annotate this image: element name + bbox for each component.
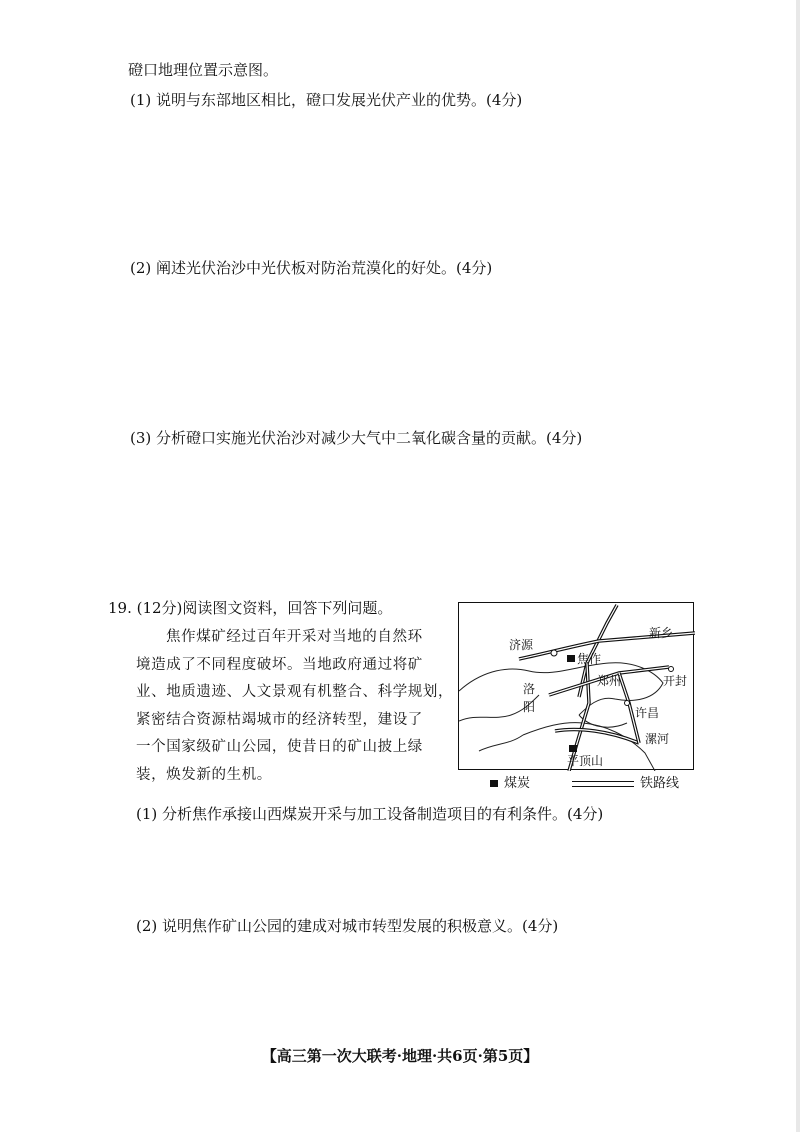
label-zhengzhou: 郑州 (597, 674, 622, 688)
city-point-kaifeng (669, 667, 674, 672)
material-line: 紧密结合资源枯竭城市的经济转型，建设了 (136, 711, 423, 728)
intro-caption: 磴口地理位置示意图。 (128, 61, 279, 79)
material-line: 焦作煤矿经过百年开采对当地的自然环 (166, 629, 423, 645)
map-drawing (459, 603, 695, 771)
label-luoyang-1: 洛 (523, 682, 536, 696)
coal-marker-pingdingshan (569, 745, 577, 752)
material-line: 业、地质遗迹、人文景观有机整合、科学规划， (136, 684, 454, 700)
legend-coal-label: 煤炭 (504, 776, 531, 791)
material-line: 境造成了不同程度破坏。当地政府通过将矿 (136, 656, 423, 673)
coal-legend-icon (490, 780, 498, 787)
material-line: 装，焕发新的生机。 (136, 766, 272, 783)
question-18-2: (2) 阐述光伏治沙中光伏板对防治荒漠化的好处。(4分) (130, 259, 493, 277)
question-19-1: (1) 分析焦作承接山西煤炭开采与加工设备制造项目的有利条件。(4分) (136, 805, 604, 823)
henan-coal-map (458, 602, 694, 770)
railway-legend-icon (572, 781, 634, 787)
coal-marker-jiaozuo (567, 655, 575, 662)
label-kaifeng: 开封 (663, 674, 688, 688)
page-edge-shadow (796, 0, 800, 1132)
label-luohe: 漯河 (645, 732, 670, 746)
city-point-xuchang (625, 701, 630, 706)
question-18-1: (1) 说明与东部地区相比，磴口发展光伏产业的优势。(4分) (130, 91, 523, 109)
legend-railway-label: 铁路线 (640, 776, 680, 791)
question-19-2: (2) 说明焦作矿山公园的建成对城市转型发展的积极意义。(4分) (136, 917, 559, 935)
question-19-material (136, 624, 454, 789)
label-xuchang: 许昌 (635, 706, 660, 720)
label-jiaozuo: 焦作 (577, 652, 602, 666)
label-luoyang-2: 阳 (523, 700, 536, 714)
label-pingdingshan: 平顶山 (567, 754, 604, 768)
city-point-jiyuan (551, 650, 557, 656)
label-xinxiang: 新乡 (649, 626, 674, 640)
question-19-header: 19. (12分)阅读图文资料，回答下列问题。 (108, 599, 393, 617)
page-footer: 【高三第一次大联考·地理·共6页·第5页】 (261, 1047, 539, 1065)
material-line: 一个国家级矿山公园，使昔日的矿山披上绿 (136, 739, 423, 755)
question-18-3: (3) 分析磴口实施光伏治沙对减少大气中二氧化碳含量的贡献。(4分) (130, 429, 583, 447)
map-legend (490, 772, 679, 791)
label-jiyuan: 济源 (509, 638, 534, 652)
boundary-line (479, 735, 523, 751)
railway-line (555, 730, 639, 744)
